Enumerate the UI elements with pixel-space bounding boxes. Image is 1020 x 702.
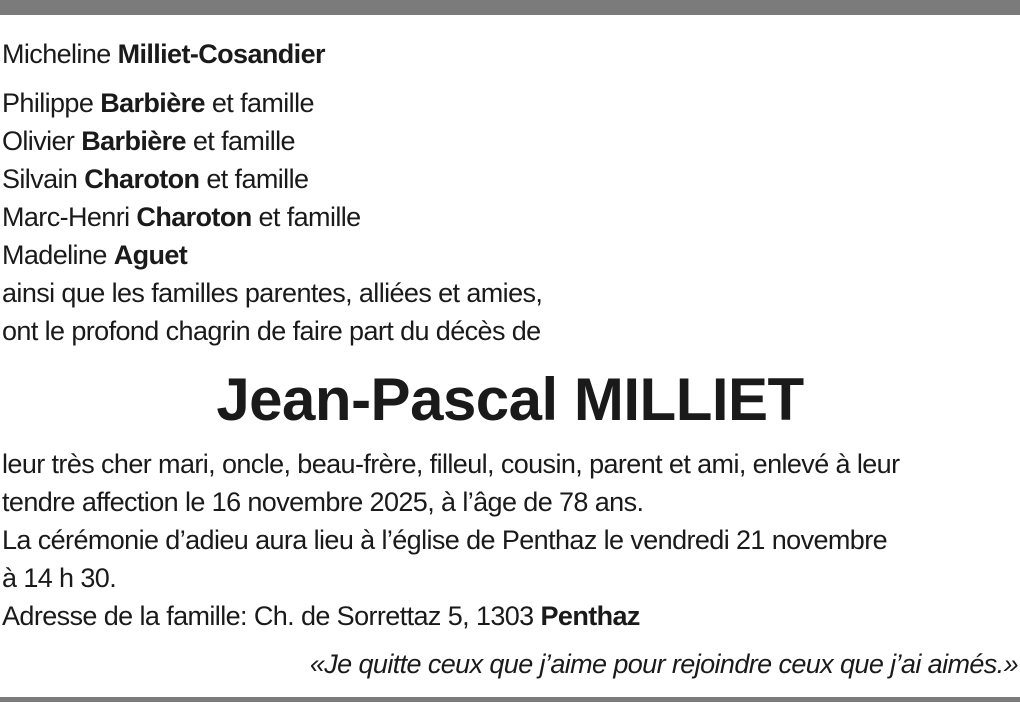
family-line-6: [2, 238, 187, 272]
address-prefix: Adresse de la famille: Ch. de Sorrettaz 5, 1303: [2, 601, 541, 631]
first-name: Philippe: [2, 88, 94, 118]
last-name: Charoton: [136, 202, 252, 232]
address-line: [2, 599, 640, 633]
first-name: Madeline: [2, 240, 107, 270]
first-name: Micheline: [2, 39, 111, 69]
body-line-1: leur très cher mari, oncle, beau-frère, filleul, cousin, parent et ami, enlevé à leur: [2, 449, 900, 479]
first-name: Olivier: [2, 126, 75, 156]
suffix: et famille: [251, 202, 361, 232]
family-line-4: [2, 162, 308, 196]
last-name: Aguet: [113, 240, 188, 270]
first-name: Marc-Henri: [2, 202, 130, 232]
body-line-3: La cérémonie d’adieu aura lieu à l’église de Penthaz le vendredi 21 novembre: [2, 525, 888, 555]
first-name: Silvain: [2, 164, 78, 194]
bottom-rule: [0, 697, 1020, 702]
address-town: Penthaz: [540, 601, 640, 631]
family-line-3: [2, 124, 295, 158]
intro-line-1: ainsi que les familles parentes, alliées et amies,: [2, 278, 543, 308]
last-name: Barbière: [100, 88, 205, 118]
body-line-2: tendre affection le 16 novembre 2025, à l’âge de 78 ans.: [2, 487, 644, 517]
suffix: et famille: [204, 88, 314, 118]
body-line-4: à 14 h 30.: [2, 563, 117, 593]
family-line-2: [2, 86, 314, 120]
intro-line-2: ont le profond chagrin de faire part du décès de: [2, 316, 541, 346]
suffix: et famille: [185, 126, 295, 156]
family-line-1: [2, 37, 325, 71]
quote: «Je quitte ceux que j’aime pour rejoindre ceux que j’ai aimés.»: [309, 649, 1018, 679]
last-name: Charoton: [84, 164, 200, 194]
deceased-name: Jean-Pascal MILLIET: [216, 366, 804, 433]
last-name: Milliet-Cosandier: [117, 39, 325, 69]
suffix: et famille: [199, 164, 309, 194]
last-name: Barbière: [81, 126, 186, 156]
family-line-5: [2, 200, 361, 234]
